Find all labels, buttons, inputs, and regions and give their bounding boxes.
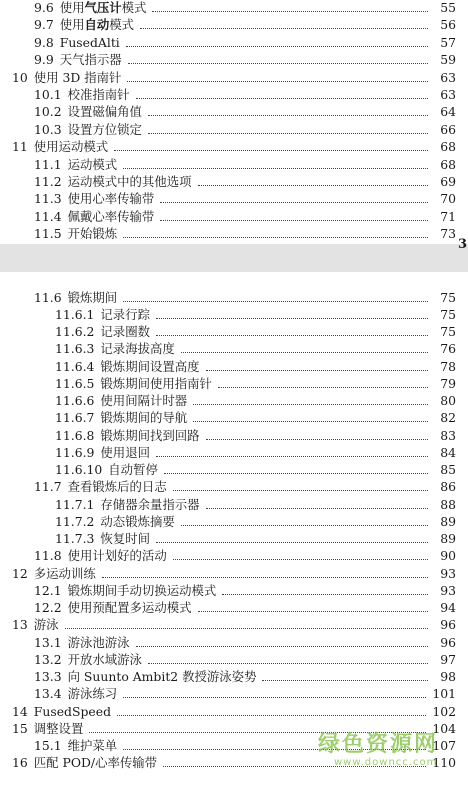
toc-dot-leader: [206, 360, 428, 371]
toc-entry-number: 9.9: [34, 52, 54, 68]
toc-entry-page: 93: [440, 565, 456, 581]
toc-entry-number: 14: [12, 703, 28, 719]
toc-entry-title: [100, 323, 150, 341]
watermark-url: www.downcc.com: [334, 757, 438, 768]
toc-entry-number: 13.2: [34, 651, 62, 667]
toc-entry-title-part: 开放水域游泳: [67, 651, 142, 667]
toc-entry-title-part: 锻炼期间设置高度: [100, 358, 200, 374]
toc-entry-title-part: 多运动训练: [33, 565, 96, 581]
toc-dot-leader: [123, 158, 428, 169]
toc-entry[interactable]: [34, 668, 456, 686]
toc-entry-title-part: 使用预配置多运动模式: [67, 600, 192, 615]
toc-entry-title: [34, 616, 59, 634]
toc-entry-number: 12.1: [34, 582, 62, 598]
toc-entry-page: 84: [440, 444, 456, 460]
toc-entry-number: 12: [12, 565, 28, 581]
toc-entry-title-part: 设置磁偏角值: [67, 104, 142, 120]
toc-entry-title-part: 记录行踪: [100, 306, 150, 322]
toc-dot-leader: [193, 394, 428, 405]
toc-entry-number: 11.6.3: [55, 341, 95, 357]
toc-entry-title: [68, 289, 118, 307]
toc-dot-leader: [152, 1, 428, 12]
toc-entry-title: [68, 208, 155, 226]
toc-entry-page: 107: [432, 738, 456, 753]
toc-entry-page: 96: [440, 617, 456, 633]
toc-entry-title: [34, 720, 84, 738]
toc-entry-title: [68, 547, 167, 565]
toc-entry-page: 68: [440, 139, 456, 155]
toc-entry[interactable]: [34, 121, 456, 139]
toc-entry-number: 15.1: [34, 738, 62, 753]
toc-dot-leader: [148, 105, 428, 116]
toc-entry-page: 88: [440, 496, 456, 512]
toc-entry-title: [34, 138, 108, 156]
toc-entry-title-part: 锻炼期间: [67, 289, 118, 305]
toc-entry[interactable]: [34, 156, 456, 174]
toc-entry-number: 9.6: [34, 0, 54, 15]
toc-entry-page: 55: [440, 0, 456, 15]
toc-page-bottom: [0, 272, 468, 786]
toc-entry[interactable]: [12, 616, 456, 634]
toc-entry-title: [68, 103, 142, 121]
toc-entry-title-part: 设置方位锁定: [67, 121, 142, 137]
toc-entry[interactable]: [34, 634, 456, 652]
toc-dot-leader: [173, 480, 428, 491]
toc-entry-title: [100, 444, 150, 462]
toc-entry-number: 12.2: [34, 600, 62, 615]
toc-entry-number: 11.4: [34, 208, 62, 224]
toc-entry-number: 11.6.7: [55, 410, 95, 426]
toc-entry[interactable]: [34, 737, 456, 755]
toc-entry-title-part: 使用心率传输带: [67, 191, 155, 207]
toc-entry[interactable]: [55, 340, 456, 358]
toc-entry-page: 76: [440, 341, 456, 357]
toc-entry[interactable]: [12, 138, 456, 156]
toc-entry-title: [60, 0, 147, 17]
toc-entry[interactable]: [34, 173, 456, 191]
toc-dot-leader: [156, 325, 428, 336]
toc-entry[interactable]: [34, 685, 456, 703]
toc-entry-page: 97: [440, 651, 456, 667]
toc-entry-number: 10.3: [34, 121, 62, 137]
toc-dot-leader: [181, 342, 428, 353]
toc-entry-number: 15: [12, 720, 28, 736]
toc-dot-leader: [127, 71, 428, 82]
toc-dot-leader: [173, 549, 428, 560]
toc-dot-leader: [262, 670, 428, 681]
toc-entry-page: 69: [440, 174, 456, 189]
toc-entry-title-part: 维护菜单: [67, 738, 118, 753]
toc-entry-title-part: 记录圈数: [100, 324, 150, 339]
toc-entry-page: 98: [440, 669, 456, 684]
toc-entry-title-part: 恢复时间: [100, 531, 150, 546]
toc-entry-title: [100, 392, 187, 410]
toc-dot-leader: [163, 756, 426, 767]
toc-dot-leader: [128, 53, 428, 64]
toc-entry-page: 90: [440, 548, 456, 564]
toc-entry[interactable]: [55, 306, 456, 324]
toc-entry-title-part: 查看锻炼后的日志: [67, 479, 167, 495]
toc-entry-number: 11.6.10: [55, 462, 103, 477]
toc-dot-leader: [156, 446, 428, 457]
toc-entry-title: [68, 156, 118, 174]
toc-entry-title: [68, 173, 192, 191]
toc-entry[interactable]: [34, 0, 456, 17]
toc-entry-number: 11.6.9: [55, 444, 95, 460]
toc-entry-number: 11.3: [34, 191, 62, 207]
toc-entry-title: [100, 513, 174, 531]
toc-dot-leader: [102, 567, 428, 578]
toc-entry-title-part: FusedAlti: [59, 34, 120, 50]
toc-entry[interactable]: [34, 289, 456, 307]
toc-entry[interactable]: [12, 720, 456, 738]
toc-entry-title-part: 开始锻炼: [67, 226, 118, 242]
toc-entry[interactable]: [12, 703, 456, 721]
toc-entry-title: [68, 668, 257, 686]
toc-dot-leader: [160, 192, 428, 203]
toc-entry-page: 70: [440, 191, 456, 207]
toc-dot-leader: [89, 722, 426, 733]
toc-entry-title: [100, 530, 150, 548]
toc-entry-title: [68, 86, 130, 104]
toc-entry-title-part: 使用 3D 指南针: [33, 69, 122, 85]
toc-dot-leader: [123, 291, 428, 302]
toc-entry-title-part: 游泳: [33, 617, 59, 633]
toc-entry-title-part: 匹配 POD/心率传输带: [33, 755, 158, 771]
toc-dot-leader: [140, 18, 428, 29]
toc-dot-leader: [123, 687, 426, 698]
toc-entry-page: 68: [440, 156, 456, 172]
toc-entry-number: 11.6.1: [55, 306, 95, 322]
toc-entry-page: 96: [440, 634, 456, 650]
toc-entry-number: 10.1: [34, 87, 62, 102]
toc-dot-leader: [198, 601, 429, 612]
toc-entry-title: [100, 306, 150, 324]
toc-entry[interactable]: [55, 461, 456, 479]
toc-entry-page: 63: [440, 87, 456, 102]
toc-entry-number: 11.8: [34, 548, 62, 564]
toc-entry-number: 9.8: [34, 34, 54, 50]
toc-entry-title-part: 锻炼期间找到回路: [100, 427, 200, 443]
toc-entry-page: 89: [440, 531, 456, 546]
toc-dot-leader: [206, 498, 428, 509]
toc-entry-title: [68, 599, 192, 617]
toc-entry-title-part: 游泳池游泳: [67, 634, 130, 650]
toc-entry[interactable]: [55, 358, 456, 376]
toc-entry-number: 13.1: [34, 634, 62, 650]
toc-entry-title-part: 天气指示器: [59, 52, 122, 68]
toc-dot-leader: [222, 584, 428, 595]
toc-entry-number: 9.7: [34, 17, 54, 33]
page-gap: [0, 244, 468, 272]
toc-entry[interactable]: [34, 16, 456, 34]
toc-entry[interactable]: [55, 496, 456, 514]
toc-dot-leader: [148, 653, 428, 664]
toc-entry-page: 57: [440, 34, 456, 50]
toc-entry-page: 75: [440, 306, 456, 322]
toc-entry-title: [60, 16, 134, 34]
toc-entry-number: 11.7.2: [55, 513, 95, 529]
toc-entry-page: 86: [440, 479, 456, 495]
toc-entry-page: 101: [432, 686, 456, 702]
toc-entry-page: 73: [440, 226, 456, 242]
toc-dot-leader: [198, 175, 429, 186]
toc-entry-number: 11.6.6: [55, 393, 95, 408]
toc-entry-page: 59: [440, 52, 456, 68]
toc-dot-leader: [117, 705, 426, 716]
toc-entry[interactable]: [34, 208, 456, 226]
toc-entry-number: 11.7.1: [55, 496, 95, 512]
toc-entry[interactable]: [34, 103, 456, 121]
toc-entry[interactable]: [34, 651, 456, 669]
toc-entry[interactable]: [55, 427, 456, 445]
toc-entry-title: [68, 225, 118, 243]
toc-entry-title-part: 使用计划好的活动: [67, 548, 167, 564]
toc-entry-title-part: 自动暂停: [108, 462, 158, 477]
toc-entry-page: 75: [440, 324, 456, 339]
toc-entry-title-part: 使用间隔计时器: [100, 393, 188, 408]
toc-entry-number: 13: [12, 617, 28, 633]
toc-page-top: [0, 0, 468, 244]
toc-entry-title: [68, 478, 167, 496]
toc-entry-title: [60, 51, 122, 69]
toc-entry-page: 64: [440, 104, 456, 120]
toc-entry-number: 10.2: [34, 104, 62, 120]
toc-dot-leader: [126, 36, 428, 47]
toc-entry-title-part: 锻炼期间手动切换运动模式: [67, 582, 217, 598]
toc-entry-title: [68, 634, 130, 652]
toc-entry-title-part: 使用退回: [100, 444, 150, 460]
toc-dot-leader: [164, 463, 428, 474]
toc-entry-number: 11.5: [34, 226, 62, 242]
toc-dot-leader: [206, 429, 428, 440]
toc-entry-title: [34, 69, 122, 87]
toc-dot-leader: [114, 140, 428, 151]
toc-entry-number: 11.6.5: [55, 375, 95, 391]
toc-entry-number: 10: [12, 69, 28, 85]
toc-entry[interactable]: [34, 34, 456, 52]
toc-entry-number: 13.3: [34, 669, 62, 684]
toc-entry-title-part: 动态锻炼摘要: [100, 513, 175, 529]
toc-entry-page: 83: [440, 427, 456, 443]
toc-entry-page: 102: [432, 703, 456, 719]
toc-entry-page: 78: [440, 358, 456, 374]
toc-entry[interactable]: [34, 582, 456, 600]
toc-entry-title: [34, 754, 157, 772]
toc-entry-title: [60, 34, 120, 52]
toc-entry[interactable]: [55, 375, 456, 393]
toc-entry-title: [100, 358, 199, 376]
toc-entry-title-part: 锻炼期间的导航: [100, 410, 188, 426]
toc-entry-title-part: FusedSpeed: [33, 703, 111, 719]
toc-entry[interactable]: [34, 478, 456, 496]
toc-entry-page: 89: [440, 513, 456, 529]
toc-entry[interactable]: [55, 323, 456, 341]
toc-dot-leader: [65, 618, 428, 629]
toc-dot-leader: [160, 210, 428, 221]
toc-entry[interactable]: [34, 547, 456, 565]
toc-entry-title-part: 向 Suunto Ambit2 教授游泳姿势: [67, 669, 257, 684]
toc-entry[interactable]: [55, 444, 456, 462]
toc-entry[interactable]: [12, 565, 456, 583]
toc-entry-title: [34, 565, 96, 583]
toc-entry[interactable]: [12, 69, 456, 87]
toc-entry-page: 80: [440, 393, 456, 408]
toc-entry-title: [100, 375, 212, 393]
toc-entry-title: [68, 582, 217, 600]
toc-entry-title-part: 游泳练习: [67, 686, 118, 702]
toc-entry-title: [100, 409, 187, 427]
toc-entry-page: 82: [440, 410, 456, 426]
toc-entry-title-part: 使用运动模式: [33, 139, 109, 155]
toc-entry-number: 11.7.3: [55, 531, 95, 546]
toc-dot-leader: [123, 739, 426, 750]
toc-entry-title-part: 运动模式中的其他选项: [67, 174, 192, 189]
toc-dot-leader: [136, 88, 428, 99]
toc-entry-page: 66: [440, 121, 456, 137]
toc-entry-title: [108, 461, 158, 479]
toc-entry-page: 104: [432, 720, 456, 736]
toc-entry[interactable]: [34, 225, 456, 243]
toc-entry-number: 11.6: [34, 289, 62, 305]
toc-entry[interactable]: [55, 409, 456, 427]
toc-entry-title: [100, 340, 174, 358]
toc-dot-leader: [156, 308, 428, 319]
toc-entry[interactable]: [34, 51, 456, 69]
toc-entry-title-part: 使用: [59, 17, 85, 33]
toc-entry-title-bold: 气压计: [84, 0, 122, 15]
toc-entry-page: 75: [440, 289, 456, 305]
toc-entry-page: 110: [432, 755, 456, 771]
toc-dot-leader: [218, 377, 428, 388]
toc-entry-title-part: 使用: [59, 0, 85, 15]
toc-entry-title: [68, 121, 142, 139]
toc-dot-leader: [123, 227, 428, 238]
toc-entry-page: 93: [440, 582, 456, 598]
toc-entry-number: 11.1: [34, 156, 62, 172]
toc-entry[interactable]: [55, 530, 456, 548]
toc-entry-page: 94: [440, 600, 456, 615]
toc-entry-number: 13.4: [34, 686, 62, 702]
toc-entry-title: [68, 737, 118, 755]
toc-dot-leader: [181, 515, 428, 526]
toc-entry-title-part: 锻炼期间使用指南针: [100, 375, 212, 391]
toc-entry[interactable]: [34, 599, 456, 617]
toc-entry-page: 85: [440, 462, 456, 477]
toc-entry-title: [68, 685, 118, 703]
toc-entry[interactable]: [12, 754, 456, 772]
toc-entry-title: [100, 427, 199, 445]
toc-entry-title-bold: 自动: [84, 17, 110, 33]
toc-entry-page: 71: [440, 208, 456, 224]
toc-entry-number: 11: [12, 139, 28, 155]
toc-entry-number: 11.6.2: [55, 324, 95, 339]
toc-entry[interactable]: [34, 86, 456, 104]
toc-dot-leader: [148, 123, 428, 134]
toc-entry-title-part: 模式: [121, 0, 147, 15]
toc-entry[interactable]: [55, 513, 456, 531]
page-number: 3: [457, 237, 467, 252]
toc-entry-title-part: 存储器余量指示器: [100, 496, 200, 512]
toc-dot-leader: [193, 411, 428, 422]
toc-entry[interactable]: [34, 190, 456, 208]
toc-entry-page: 79: [440, 375, 456, 391]
toc-entry-title-part: 调整设置: [33, 720, 84, 736]
toc-entry-number: 11.2: [34, 174, 62, 189]
toc-entry-title: [34, 703, 111, 721]
toc-entry-page: 56: [440, 17, 456, 33]
toc-entry-title-part: 记录海拔高度: [100, 341, 175, 357]
toc-entry-title: [68, 190, 155, 208]
toc-entry-title-part: 模式: [109, 17, 135, 33]
toc-entry-page: 63: [440, 69, 456, 85]
toc-entry-title-part: 校准指南针: [67, 87, 130, 102]
toc-dot-leader: [136, 636, 428, 647]
toc-entry-number: 11.7: [34, 479, 62, 495]
toc-entry-number: 16: [12, 755, 28, 771]
toc-entry-title-part: 运动模式: [67, 156, 118, 172]
toc-entry-number: 11.6.8: [55, 427, 95, 443]
toc-dot-leader: [156, 532, 428, 543]
toc-entry-title-part: 佩戴心率传输带: [67, 208, 155, 224]
toc-entry[interactable]: [55, 392, 456, 410]
toc-entry-title: [100, 496, 199, 514]
toc-entry-number: 11.6.4: [55, 358, 95, 374]
toc-entry-title: [68, 651, 142, 669]
watermark-text: 绿色资源网: [318, 732, 439, 757]
